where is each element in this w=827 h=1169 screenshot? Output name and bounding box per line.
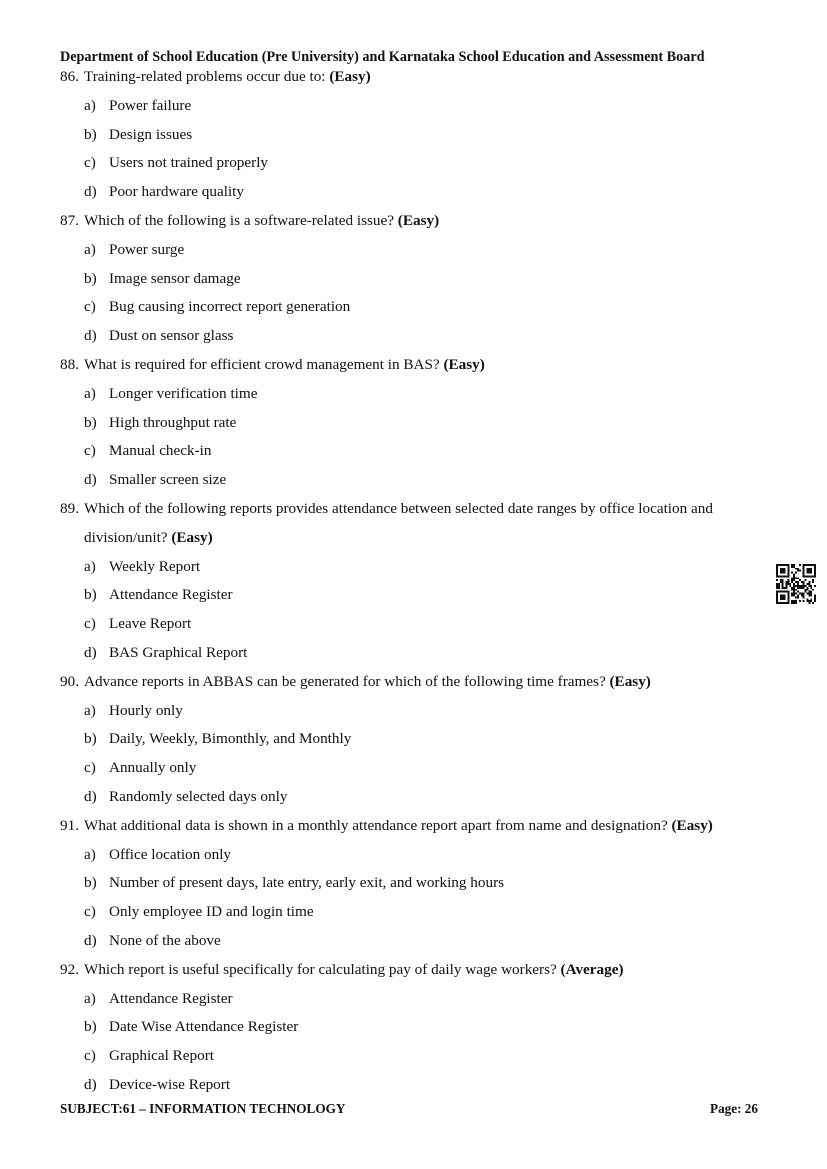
option-text: Attendance Register <box>109 989 233 1007</box>
question <box>60 63 780 207</box>
option-text: Number of present days, late entry, early exit, and working hours <box>109 874 505 892</box>
option-text: Date Wise Attendance Register <box>109 1018 299 1036</box>
option-text: Annually only <box>109 759 197 777</box>
option-letter: b) <box>84 874 97 892</box>
option-letter: b) <box>84 1018 97 1036</box>
question-number: 87. <box>60 211 79 229</box>
option-text: Graphical Report <box>109 1047 215 1065</box>
page-footer <box>60 1101 758 1117</box>
option-text: Hourly only <box>109 701 183 719</box>
option-letter: c) <box>84 615 96 633</box>
option-text: High throughput rate <box>109 413 237 431</box>
option-letter: a) <box>84 384 96 402</box>
option-letter: d) <box>84 327 97 345</box>
question-list <box>60 63 780 1100</box>
option <box>60 697 780 726</box>
difficulty-level: (Easy) <box>443 355 485 373</box>
question-text: Which of the following is a software-related issue? <box>84 211 398 229</box>
question-number: 89. <box>60 499 79 517</box>
option <box>60 409 780 438</box>
option-letter: a) <box>84 845 96 863</box>
option-letter: d) <box>84 471 97 489</box>
question-text: Advance reports in ABBAS can be generated for which of the following time frames? <box>84 672 610 690</box>
option-text: Users not trained properly <box>109 154 269 172</box>
option-letter: d) <box>84 183 97 201</box>
option <box>60 466 780 495</box>
option-text: Office location only <box>109 845 232 863</box>
option <box>60 1013 780 1042</box>
option <box>60 178 780 207</box>
option <box>60 437 780 466</box>
option-letter: b) <box>84 586 97 604</box>
option-text: Randomly selected days only <box>109 787 288 805</box>
question-number: 86. <box>60 68 79 85</box>
option-letter: a) <box>84 989 96 1007</box>
option <box>60 754 780 783</box>
question <box>60 668 780 812</box>
option <box>60 265 780 294</box>
option-text: Longer verification time <box>109 384 258 402</box>
option-letter: b) <box>84 269 97 287</box>
option <box>60 149 780 178</box>
difficulty-level: (Easy) <box>609 672 651 690</box>
question-text: Which report is useful specifically for calculating pay of daily wage workers? <box>84 960 561 978</box>
option-text: Daily, Weekly, Bimonthly, and Monthly <box>109 730 352 748</box>
option-text: Smaller screen size <box>109 471 227 489</box>
difficulty-level: (Easy) <box>171 528 213 546</box>
question <box>60 207 780 351</box>
option-letter: a) <box>84 701 96 719</box>
question-number: 90. <box>60 672 79 690</box>
question-text: Training-related problems occur due to: <box>84 68 330 85</box>
option-letter: d) <box>84 931 97 949</box>
option-list <box>60 697 780 812</box>
option-letter: a) <box>84 240 96 258</box>
option-text: None of the above <box>109 931 221 949</box>
option <box>60 725 780 754</box>
option <box>60 1071 780 1100</box>
option <box>60 293 780 322</box>
option-letter: a) <box>84 96 96 114</box>
difficulty-level: (Easy) <box>671 816 713 834</box>
option <box>60 581 780 610</box>
option-letter: d) <box>84 787 97 805</box>
option-text: Only employee ID and login time <box>109 903 314 921</box>
option-text: Leave Report <box>109 615 192 633</box>
question-number: 91. <box>60 816 79 834</box>
option-letter: b) <box>84 730 97 748</box>
question-number: 92. <box>60 960 79 978</box>
option-letter: b) <box>84 413 97 431</box>
option-list <box>60 553 780 668</box>
question-text: What is required for efficient crowd management in BAS? <box>84 355 444 373</box>
question-text: What additional data is shown in a monthly attendance report apart from name and designation? <box>84 816 672 834</box>
option <box>60 985 780 1014</box>
option <box>60 553 780 582</box>
option <box>60 639 780 668</box>
question <box>60 956 780 1100</box>
option-text: Bug causing incorrect report generation <box>109 298 351 316</box>
option <box>60 927 780 956</box>
option <box>60 322 780 351</box>
option-letter: c) <box>84 1047 96 1065</box>
option-list <box>60 236 780 351</box>
option-text: BAS Graphical Report <box>109 643 248 661</box>
question-number: 88. <box>60 355 79 373</box>
option-list <box>60 380 780 495</box>
question <box>60 351 780 495</box>
option-letter: c) <box>84 298 96 316</box>
option <box>60 841 780 870</box>
page-header: Department of School Education (Pre University) and Karnataka School Education and Assessment Board <box>60 49 705 65</box>
option-text: Manual check-in <box>109 442 212 460</box>
option-list <box>60 985 780 1100</box>
option-text: Weekly Report <box>109 557 201 575</box>
option-text: Image sensor damage <box>109 269 241 287</box>
option-letter: c) <box>84 154 96 172</box>
option-text: Power surge <box>109 240 185 258</box>
option-letter: c) <box>84 759 96 777</box>
option <box>60 610 780 639</box>
page-number: Page: 26 <box>710 1101 758 1116</box>
option <box>60 898 780 927</box>
option-list <box>60 92 780 207</box>
option-letter: b) <box>84 125 97 143</box>
option <box>60 121 780 150</box>
option <box>60 869 780 898</box>
option-letter: a) <box>84 557 96 575</box>
question-text: Which of the following reports provides attendance between selected date ranges by office location and division/unit? <box>84 499 713 546</box>
option <box>60 783 780 812</box>
question <box>60 495 780 668</box>
option-letter: c) <box>84 442 96 460</box>
option <box>60 236 780 265</box>
option-letter: c) <box>84 903 96 921</box>
option-text: Design issues <box>109 125 193 143</box>
difficulty-level: (Easy) <box>329 68 371 85</box>
option-text: Power failure <box>109 96 192 114</box>
question <box>60 812 780 956</box>
option <box>60 380 780 409</box>
difficulty-level: (Average) <box>560 960 624 978</box>
difficulty-level: (Easy) <box>397 211 440 229</box>
option-text: Poor hardware quality <box>109 183 244 201</box>
option-list <box>60 841 780 956</box>
option-text: Dust on sensor glass <box>109 327 234 345</box>
option-text: Device-wise Report <box>109 1075 231 1093</box>
option <box>60 92 780 121</box>
qr-code-icon <box>776 564 816 604</box>
option-text: Attendance Register <box>109 586 233 604</box>
option-letter: d) <box>84 1075 97 1093</box>
option-letter: d) <box>84 643 97 661</box>
subject-label: SUBJECT:61 – INFORMATION TECHNOLOGY <box>60 1101 346 1116</box>
option <box>60 1042 780 1071</box>
